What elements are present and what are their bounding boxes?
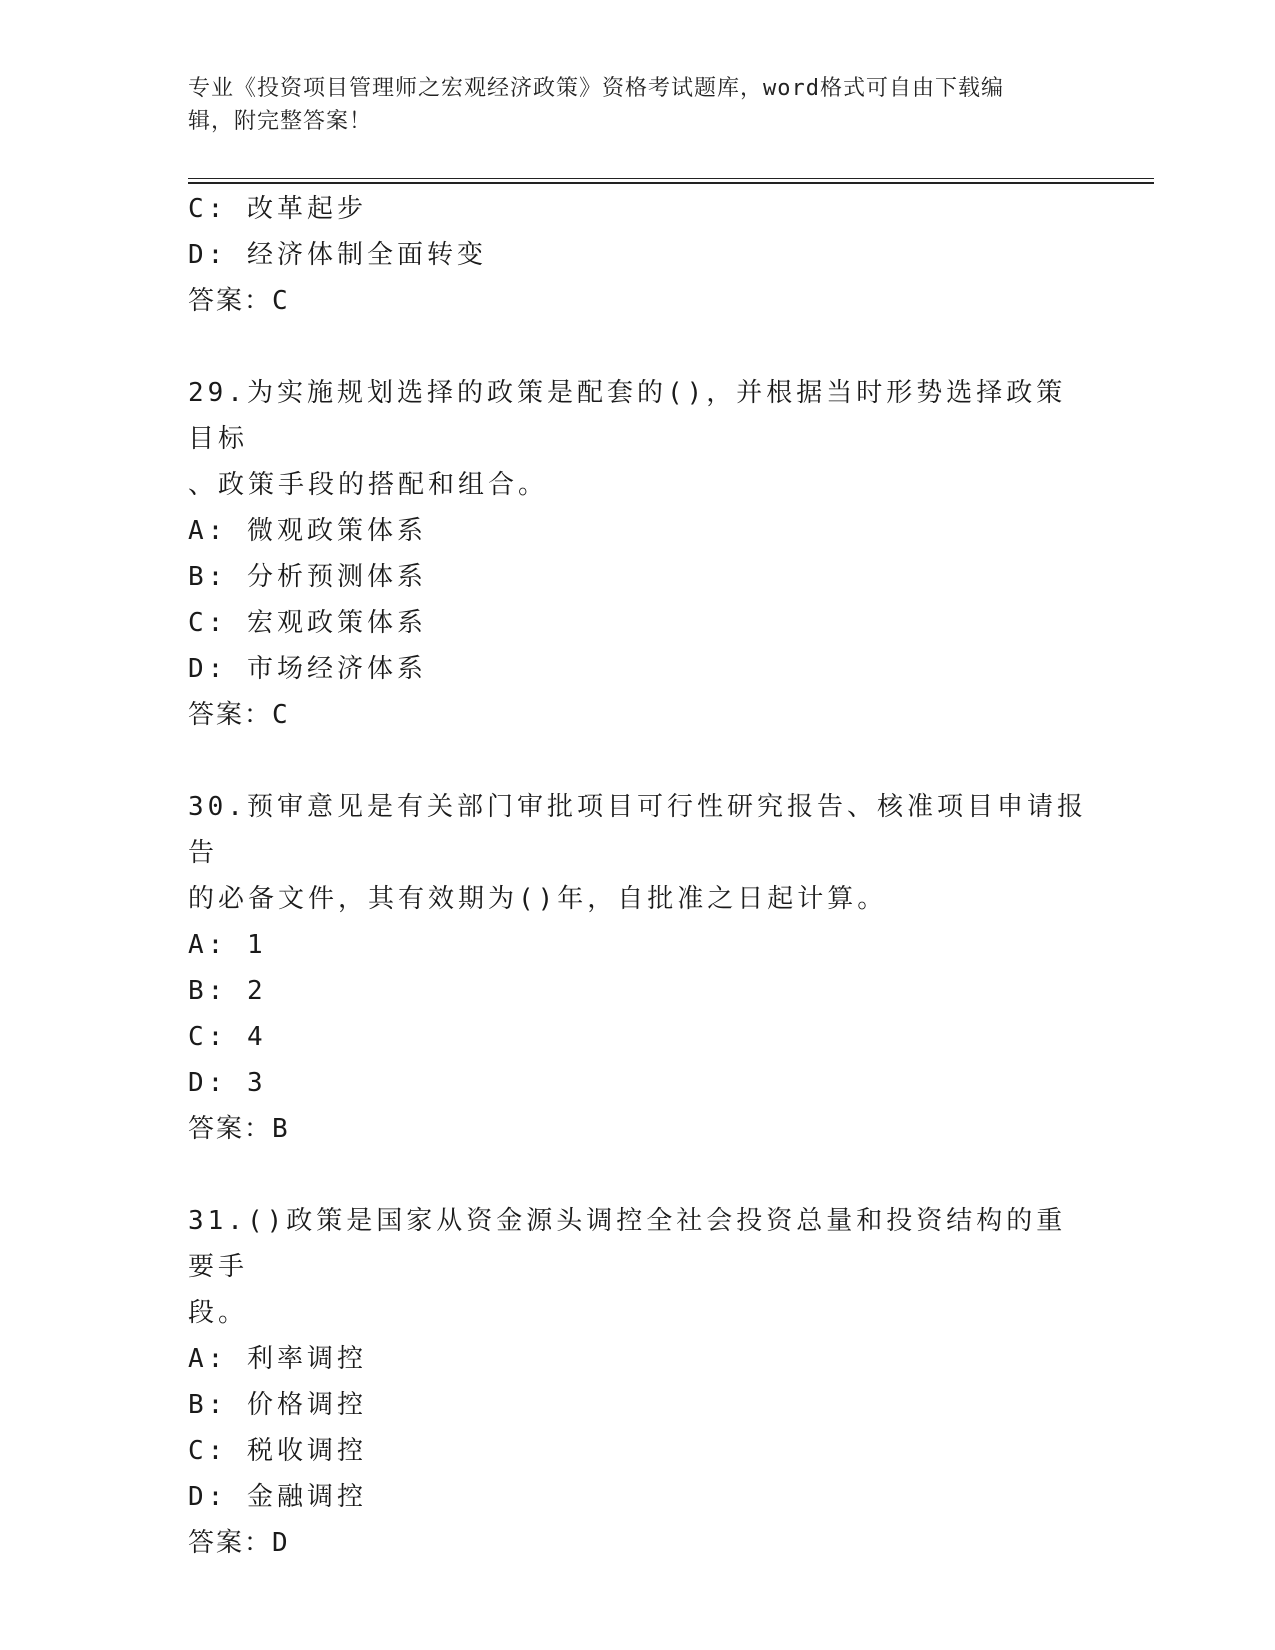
question-stem-line-1: 31.()政策是国家从资金源头调控全社会投资总量和投资结构的重要手 xyxy=(188,1206,1067,1282)
answer-line: 答案：C xyxy=(188,286,290,316)
question-stem-line-1: 29.为实施规划选择的政策是配套的()，并根据当时形势选择政策目标 xyxy=(188,378,1067,454)
option-d: D: 经济体制全面转变 xyxy=(188,240,487,270)
question-28-continuation xyxy=(188,186,1088,324)
question-stem-line-2: 、政策手段的搭配和组合。 xyxy=(188,470,549,500)
question-stem-line-1: 30.预审意见是有关部门审批项目可行性研究报告、核准项目申请报告 xyxy=(188,792,1087,868)
question-30 xyxy=(188,784,1088,1152)
header-divider-thin xyxy=(188,178,1154,179)
option-a: A: 利率调控 xyxy=(188,1344,367,1374)
answer-line: 答案：B xyxy=(188,1114,290,1144)
question-31 xyxy=(188,1198,1088,1566)
option-c: C: 宏观政策体系 xyxy=(188,608,427,638)
question-stem xyxy=(188,784,1088,922)
question-stem xyxy=(188,370,1088,508)
question-stem-line-2: 的必备文件，其有效期为()年，自批准之日起计算。 xyxy=(188,884,888,914)
question-list xyxy=(188,186,1088,1566)
option-c: C: 4 xyxy=(188,1022,267,1052)
option-a: A: 微观政策体系 xyxy=(188,516,427,546)
option-a: A: 1 xyxy=(188,930,267,960)
document-header xyxy=(188,72,1068,138)
option-c: C: 税收调控 xyxy=(188,1436,367,1466)
header-divider-thick xyxy=(188,182,1154,184)
option-b: B: 分析预测体系 xyxy=(188,562,427,592)
option-d: D: 3 xyxy=(188,1068,267,1098)
question-stem-line-2: 段。 xyxy=(188,1298,249,1328)
spacer xyxy=(188,1152,1088,1198)
answer-line: 答案：C xyxy=(188,700,290,730)
option-c: C: 改革起步 xyxy=(188,194,367,224)
option-d: D: 金融调控 xyxy=(188,1482,367,1512)
option-d: D: 市场经济体系 xyxy=(188,654,427,684)
spacer xyxy=(188,738,1088,784)
spacer xyxy=(188,324,1088,370)
question-stem xyxy=(188,1198,1088,1336)
answer-line: 答案：D xyxy=(188,1528,290,1558)
option-b: B: 价格调控 xyxy=(188,1390,367,1420)
header-line-1: 专业《投资项目管理师之宏观经济政策》资格考试题库，word格式可自由下载编 xyxy=(188,76,1004,101)
option-b: B: 2 xyxy=(188,976,267,1006)
question-29 xyxy=(188,370,1088,738)
header-line-2: 辑，附完整答案！ xyxy=(188,109,373,134)
